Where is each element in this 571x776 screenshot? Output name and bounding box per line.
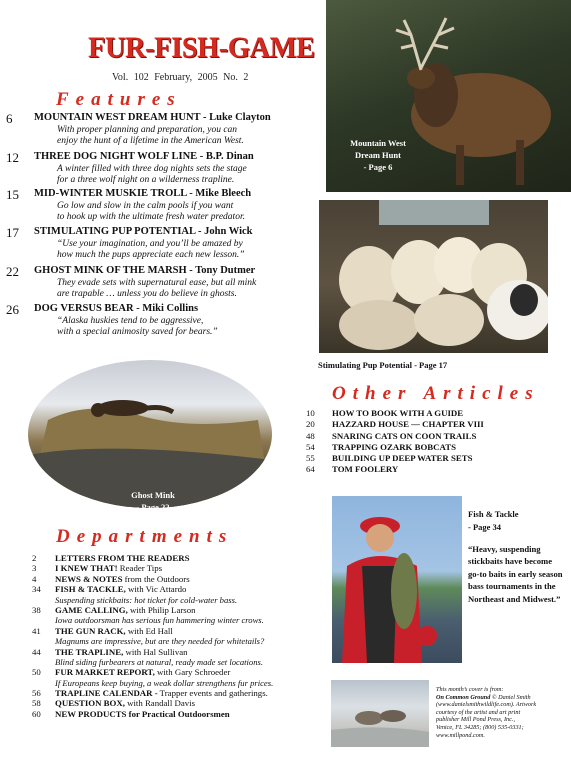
department-subtitle: Iowa outdoorsman has serious fun hammering winter crows. [55,615,264,626]
feature-description-line: “Use your imagination, and you’ll be amazed by [57,239,243,249]
department-item [32,709,332,719]
feature-page: 22 [6,264,19,279]
other-article-page: 10 [306,408,315,418]
feature-page: 15 [6,187,19,202]
department-name: THE TRAPLINE, [55,646,124,657]
other-article-item [306,419,566,430]
feature-description-line: are trapable … unless you do believe in ghosts. [57,289,237,299]
cover-credit-title: On Common Ground [436,693,491,701]
feature-description-line: for a three wolf night on a wilderness trapline. [57,175,235,185]
feature-description [57,239,327,261]
department-subtitle: If Europeans keep buying, a weak dollar strengthens fur prices. [55,677,274,688]
department-page: 44 [32,646,41,657]
cover-credit-intro: This month’s cover is from: [436,686,504,693]
department-name: GAME CALLING, [55,604,128,615]
feature-description-line: Go low and slow in the calm pools if you want [57,201,234,211]
department-item [32,698,332,708]
department-item [32,584,332,594]
department-name: LETTERS FROM THE READERS [55,553,190,563]
feature-description-line: They evade sets with supernatural ease, but all mink [57,278,257,288]
feature-description [57,278,327,300]
pup-caption: Stimulating Pup Potential - Page 17 [318,360,448,370]
feature-description-line: “Alaska huskies tend to be aggressive, [57,316,204,326]
cover-credit-line: © Daniel Smith [491,693,531,701]
elk-caption [338,137,418,173]
department-byline: with Randall Davis [124,698,196,709]
department-page: 56 [32,688,41,699]
other-article-item [306,431,566,442]
department-name: THE GUN RACK, [55,625,126,636]
cover-credit-line: Venice, FL 34285; (800) 535-0331; [436,723,524,731]
fish-caption-line: - Page 34 [468,522,502,532]
department-page: 38 [32,604,41,615]
feature-description [57,164,327,186]
department-byline: with Vic Attardo [125,584,187,595]
department-byline: with Hal Sullivan [123,646,188,657]
department-name: NEW PRODUCTS for Practical Outdoorsmen [55,708,230,719]
elk-caption-line: - Page 6 [363,162,393,172]
mink-caption-line: - Page 22 [136,502,170,512]
department-title [55,698,195,708]
cover-art-thumbnail [331,680,429,747]
department-title [55,626,173,636]
fish-caption-line: Fish & Tackle [468,509,519,519]
other-article-page: 48 [306,430,315,441]
cover-credit-line: publisher Mill Pond Press, Inc., [436,716,515,724]
department-subtitle: Magnums are impressive, but are they needed for whitetails? [55,636,265,647]
department-title [55,563,162,573]
puppies-photo [319,200,548,353]
feature-title: MOUNTAIN WEST DREAM HUNT - Luke Clayton [34,112,271,123]
magazine-logo: FUR-FISH-GAME [88,31,315,64]
department-title [55,709,230,719]
other-article-title: TOM FOOLERY [332,464,399,475]
feature-page: 12 [6,150,19,165]
cover-credit [436,686,566,739]
department-item [32,667,332,677]
department-page: 34 [32,584,41,595]
department-name: I KNEW THAT! [55,563,118,574]
department-title [55,667,230,677]
feature-title: GHOST MINK OF THE MARSH - Tony Dutmer [34,265,256,276]
department-item [32,647,332,657]
feature-title: STIMULATING PUP POTENTIAL - John Wick [34,226,253,237]
feature-description [57,125,327,147]
department-page: 60 [32,708,41,719]
other-articles-list [306,408,566,476]
mink-photo [28,360,272,508]
other-article-item [306,442,566,453]
fish-quote: “Heavy, suspending stickbaits have become go-to baits in early season bass tournaments in the Northeast and Midwest.” [468,544,563,604]
other-article-item [306,453,566,464]
feature-description-line: With proper planning and preparation, you can [57,125,238,135]
department-title [55,605,196,615]
department-byline: Reader Tips [117,563,163,574]
feature-page: 17 [6,225,19,240]
department-title [55,584,186,594]
department-page: 58 [32,698,41,709]
department-name: QUESTION BOX, [55,698,125,709]
other-article-item [306,408,566,419]
angler-photo [332,496,462,663]
feature-description-line: enjoy the hunt of a lifetime in the American West. [57,136,244,146]
mink-caption [118,489,188,513]
department-name: FUR MARKET REPORT, [55,667,155,678]
other-article-page: 55 [306,453,315,464]
feature-description-line: A winter filled with three dog nights sets the stage [57,164,247,174]
department-item [32,563,332,573]
other-article-title: HOW TO BOOK WITH A GUIDE [332,408,464,418]
department-page: 50 [32,667,41,678]
issue-line: Vol. 102 February, 2005 No. 2 [112,72,249,83]
departments-heading: Departments [56,526,234,547]
department-subtitle: Blind siding furbearers at natural, ready made set locations. [55,656,263,667]
department-page: 41 [32,625,41,636]
department-name: FISH & TACKLE, [55,584,126,595]
puppies-illustration [319,200,548,353]
other-article-page: 20 [306,419,315,430]
department-item [32,626,332,636]
other-articles-heading: Other Articles [332,383,540,404]
cover-credit-line: (www.danielsmithwildlife.com). Artwork [436,701,537,709]
department-name: TRAPLINE CALENDAR - [55,688,158,699]
department-page: 4 [32,573,37,584]
department-item [32,605,332,615]
department-title [55,574,190,584]
other-article-title: BUILDING UP DEEP WATER SETS [332,453,473,464]
department-title [55,647,188,657]
department-name: NEWS & NOTES [55,573,123,584]
other-article-page: 54 [306,441,315,452]
elk-caption-line: Mountain West [350,138,406,148]
cover-credit-line: www.millpond.com. [436,731,485,739]
elk-caption-line: Dream Hunt [355,150,401,160]
features-heading: Features [56,89,182,110]
feature-description-line: to hook up with the ultimate fresh water predator. [57,212,245,222]
other-article-item [306,464,566,475]
other-article-title: SNARING CATS ON COON TRAILS [332,430,477,441]
department-item [32,574,332,584]
department-byline: from the Outdoors [122,573,190,584]
feature-page: 6 [6,111,13,126]
department-subtitle: Suspending stickbaits: hot ticket for cold-water bass. [55,594,238,605]
feature-title: DOG VERSUS BEAR - Miki Collins [34,303,199,314]
feature-description [57,201,327,223]
feature-description-line: how much the pups appreciate each new lesson.” [57,250,245,260]
department-byline: Trapper events and gatherings. [157,688,268,699]
angler-illustration [332,496,462,663]
department-item [32,688,332,698]
department-byline: with Gary Schroeder [154,667,231,678]
other-article-title: TRAPPING OZARK BOBCATS [332,441,456,452]
cover-art-illustration [331,680,429,747]
department-byline: with Philip Larson [127,604,196,615]
feature-page: 26 [6,302,19,317]
department-title [55,688,268,698]
cover-credit-line: courtesy of the artist and art print [436,708,521,716]
other-article-title: HAZZARD HOUSE — CHAPTER VIII [332,419,484,430]
department-page: 3 [32,563,37,574]
mink-caption-line: Ghost Mink [131,490,175,500]
departments-list [32,553,332,719]
mink-illustration [28,360,272,508]
department-title [55,553,190,563]
feature-title: MID-WINTER MUSKIE TROLL - Mike Bleech [34,188,252,199]
feature-description [57,316,327,338]
department-item [32,553,332,563]
feature-description-line: with a special animosity saved for bears.” [57,327,218,337]
department-page: 2 [32,553,37,563]
other-article-page: 64 [306,464,315,475]
fish-caption [468,508,563,534]
feature-title: THREE DOG NIGHT WOLF LINE - B.P. Dinan [34,151,254,162]
department-byline: with Ed Hall [125,625,173,636]
